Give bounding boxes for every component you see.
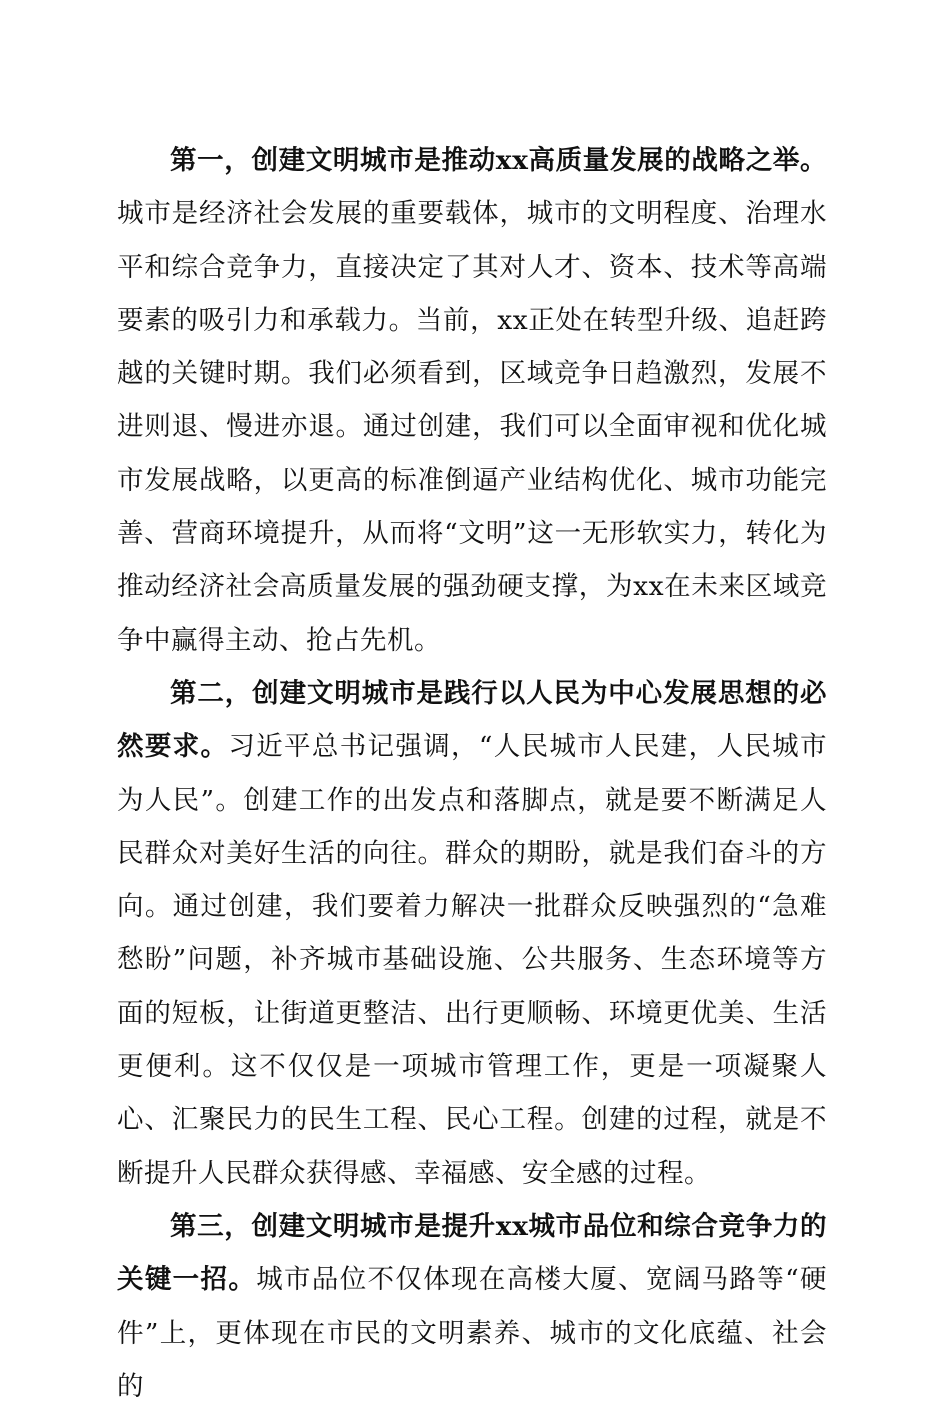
paragraph-3-body: 城市品位不仅体现在高楼大厦、宽阔马路等“硬件”上，更体现在市民的文明素养、城市的文化底蕴、社会的 bbox=[117, 1264, 827, 1402]
paragraph-2-lead: 第二，创建文明城市是践行以人民为中心发展思想的必然要求。 bbox=[117, 677, 827, 763]
paragraph-3-lead: 第三，创建文明城市是提升xx城市品位和综合竞争力的关键一招。 bbox=[117, 1210, 827, 1296]
document-body bbox=[117, 134, 827, 1413]
paragraph-3 bbox=[117, 1200, 827, 1413]
paragraph-2-body: 习近平总书记强调，“人民城市人民建，人民城市为人民”。创建工作的出发点和落脚点，就是要不断满足人民群众对美好生活的向往。群众的期盼，就是我们奋斗的方向。通过创建，我们要着力解决一批群众反映强烈的“急难愁盼”问题，补齐城市基础设施、公共服务、生态环境等方面的短板，让街道更整洁、出行更顺畅、环境更优美、生活更便利。这不仅仅是一项城市管理工作，更是一项凝聚人心、汇聚民力的民生工程、民心工程。创建的过程，就是不断提升人民群众获得感、幸福感、安全感的过程。 bbox=[117, 731, 827, 1189]
paragraph-1-body: 城市是经济社会发展的重要载体，城市的文明程度、治理水平和综合竞争力，直接决定了其对人才、资本、技术等高端要素的吸引力和承载力。当前，xx正处在转型升级、追赶跨越的关键时期。我们必须看到，区域竞争日趋激烈，发展不进则退、慢进亦退。通过创建，我们可以全面审视和优化城市发展战略，以更高的标准倒逼产业结构优化、城市功能完善、营商环境提升，从而将“文明”这一无形软实力，转化为推动经济社会高质量发展的强劲硬支撑，为xx在未来区域竞争中赢得主动、抢占先机。 bbox=[117, 198, 827, 656]
paragraph-2 bbox=[117, 667, 827, 1200]
paragraph-1-lead: 第一，创建文明城市是推动xx高质量发展的战略之举。 bbox=[170, 145, 827, 176]
paragraph-1 bbox=[117, 134, 827, 667]
